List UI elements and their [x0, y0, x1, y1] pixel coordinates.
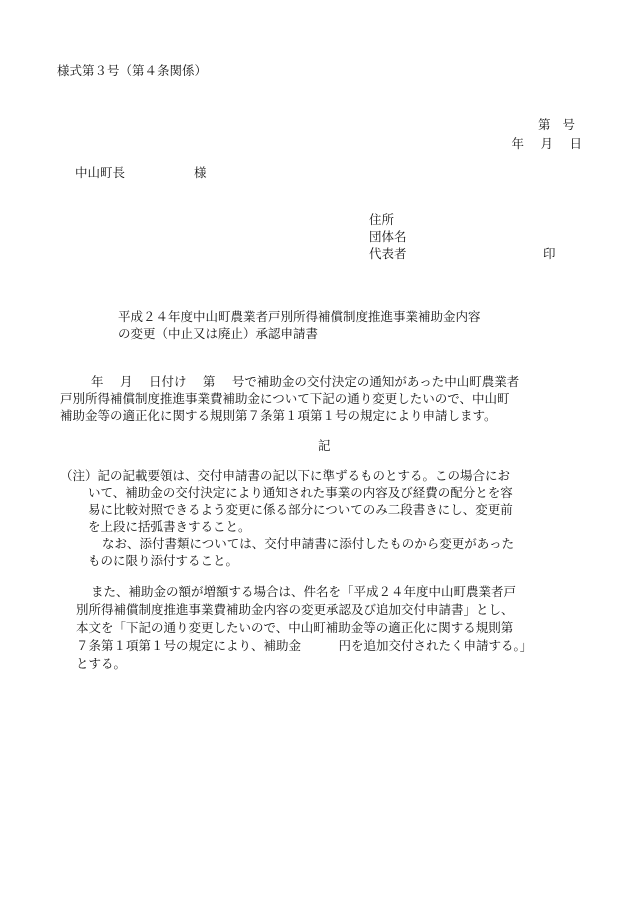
note-line-3: 易に比較対照できるよう変更に係る部分についてのみ二段書きにし、変更前: [88, 502, 513, 517]
address-label: 住所: [369, 212, 395, 227]
note-line-4: を上段に括弧書きすること。: [88, 519, 251, 534]
organization-label: 団体名: [369, 229, 407, 244]
note-line-1: （注）記の記載要領は、交付申請書の記以下に準ずるものとする。この場合にお: [60, 468, 511, 483]
document-title-line-1: 平成２４年度中山町農業者戸別所得補償制度推進事業補助金内容: [118, 309, 481, 324]
addressee-name: 中山町長: [75, 165, 126, 180]
representative-label: 代表者: [369, 246, 407, 261]
note-line-2: いて、補助金の交付決定により通知された事業の内容及び経費の配分とを容: [88, 485, 513, 500]
seal-label: 印: [543, 246, 556, 261]
addendum-line-1: また、補助金の額が増額する場合は、件名を「平成２４年度中山町農業者戸: [91, 584, 517, 599]
form-label: 様式第３号（第４条関係）: [57, 63, 208, 78]
document-number-label: 第号: [537, 117, 587, 132]
addressee-honorific: 様: [194, 165, 207, 180]
ki-heading: 記: [318, 438, 331, 453]
document-title-line-2: の変更（中止又は廃止）承認申請書: [118, 326, 319, 341]
body-line-3: 補助金等の適正化に関する規則第７条第１項第１号の規定により申請します。: [60, 408, 497, 423]
body-line-2: 戸別所得補償制度推進事業費補助金について下記の通り変更したいので、中山町: [60, 391, 510, 406]
addendum-line-2: 別所得補償制度推進事業費補助金内容の変更承認及び追加交付申請書」とし、: [76, 602, 514, 617]
note-line-5: なお、添付書類については、交付申請書に添付したものから変更があった: [102, 536, 515, 551]
date-label: 年 月 日: [511, 136, 582, 151]
note-line-6: ものに限り添付すること。: [88, 553, 239, 568]
addendum-line-3: 本文を「下記の通り変更したいので、中山町補助金等の適正化に関する規則第: [76, 620, 514, 635]
addendum-line-4: ７条第１項第１号の規定により、補助金 円を追加交付されたく申請する。」: [76, 638, 533, 653]
body-line-1: 年 月 日付け 第 号で補助金の交付決定の通知があった中山町農業者: [91, 374, 520, 389]
addendum-line-5: とする。: [76, 656, 127, 671]
